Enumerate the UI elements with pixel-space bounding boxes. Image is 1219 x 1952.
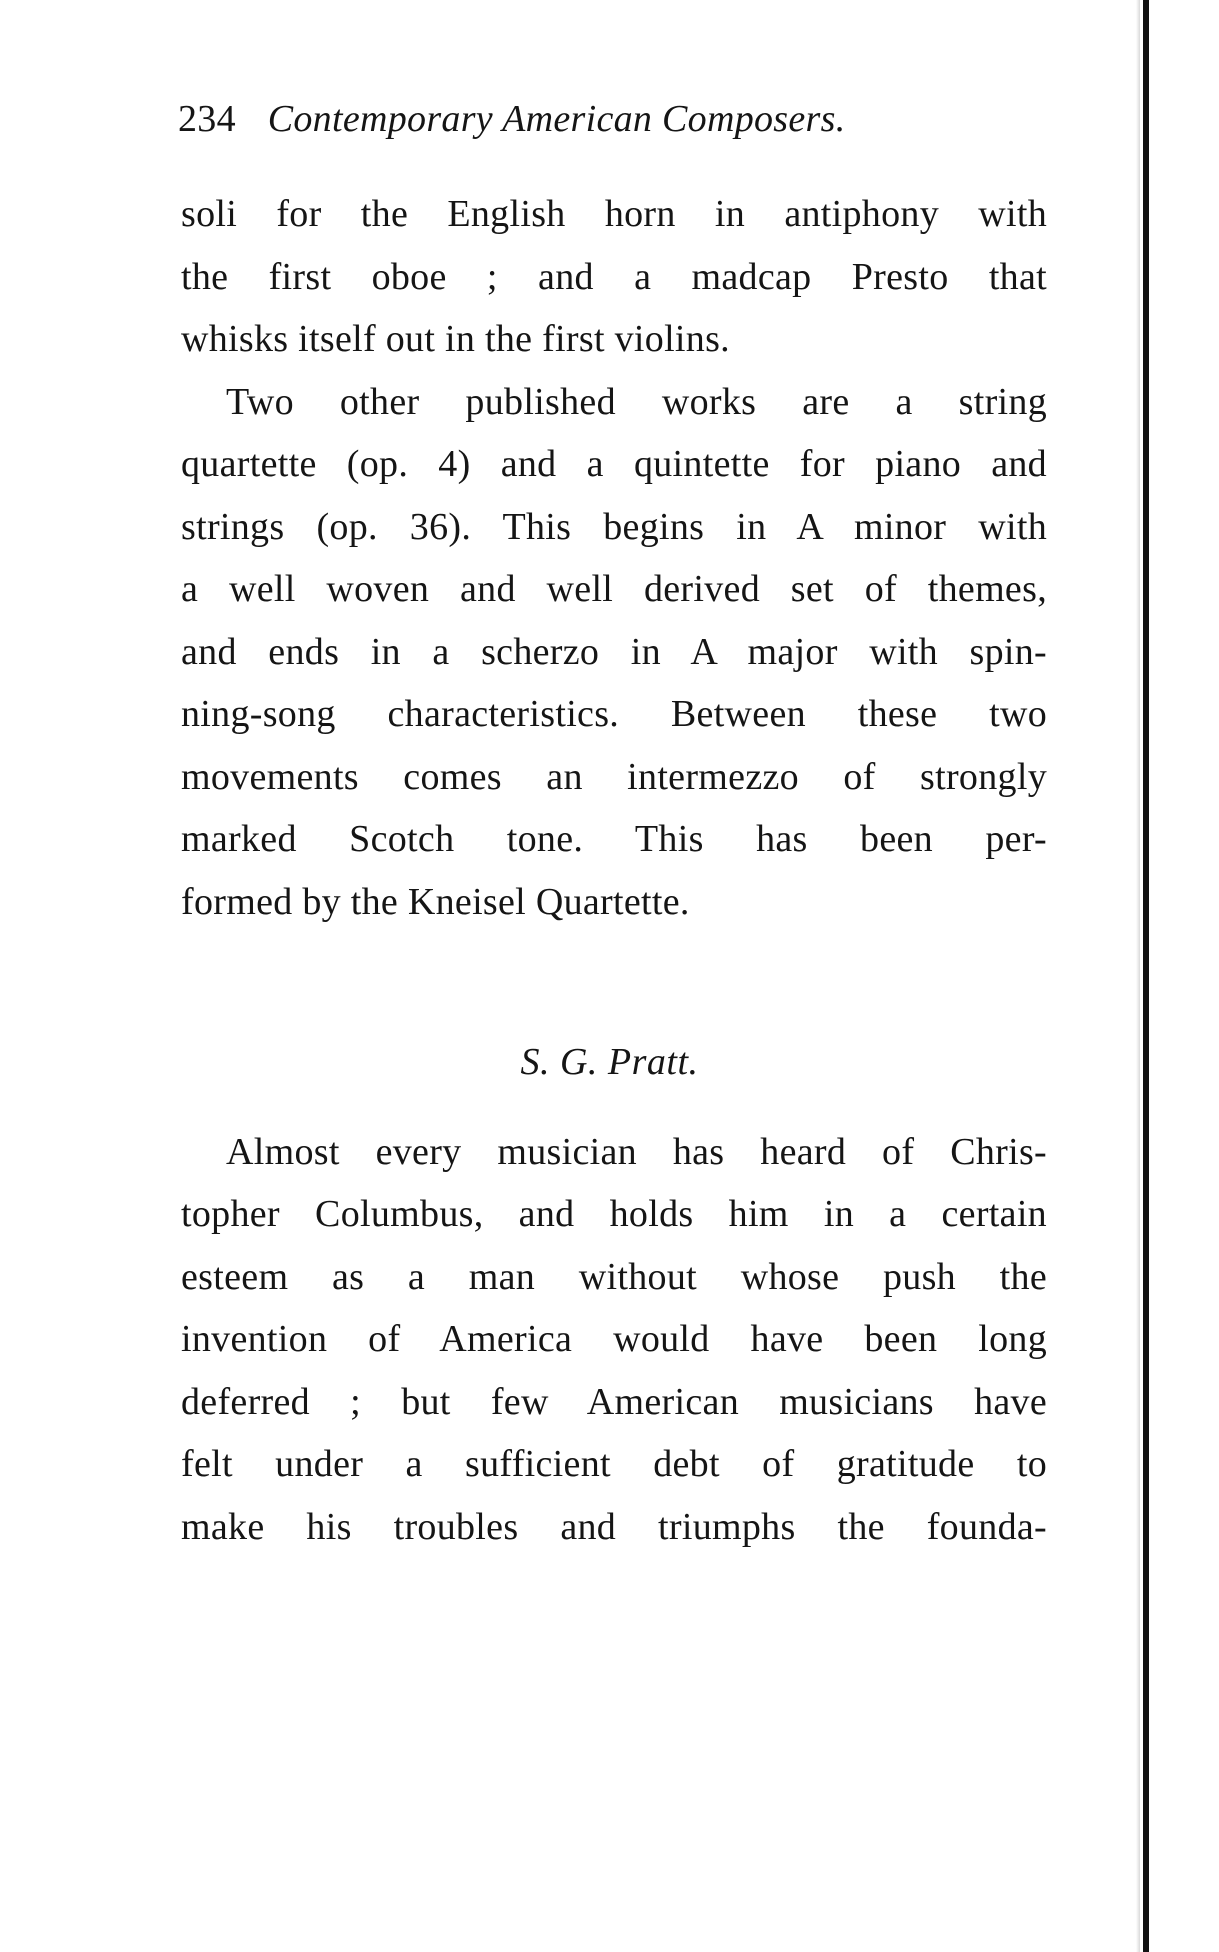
running-header xyxy=(178,95,846,143)
text-line: esteem as a man without whose push the xyxy=(181,1256,1047,1298)
text-line: make his troubles and triumphs the founda- xyxy=(181,1506,1047,1548)
text-line: ning-song characteristics. Between these two xyxy=(181,693,1047,735)
page-number: 234 xyxy=(178,98,236,140)
text-line: Two other published works are a string xyxy=(226,381,1047,423)
text-line: whisks itself out in the first violins. xyxy=(181,318,730,360)
text-line: deferred ; but few American musicians have xyxy=(181,1381,1047,1423)
text-line: Almost every musician has heard of Chris- xyxy=(226,1131,1047,1173)
page-edge-shadow xyxy=(1136,0,1140,1952)
text-line: marked Scotch tone. This has been per- xyxy=(181,818,1047,860)
text-line: and ends in a scherzo in A major with spin- xyxy=(181,631,1047,673)
text-line: strings (op. 36). This begins in A minor with xyxy=(181,506,1047,548)
text-line: a well woven and well derived set of themes, xyxy=(181,568,1047,610)
page-edge xyxy=(1143,0,1149,1952)
text-line: soli for the English horn in antiphony with xyxy=(181,193,1047,235)
text-line: the first oboe ; and a madcap Presto that xyxy=(181,256,1047,298)
running-title: Contemporary American Composers. xyxy=(267,98,846,140)
text-line: invention of America would have been long xyxy=(181,1318,1047,1360)
text-line: movements comes an intermezzo of strongly xyxy=(181,756,1047,798)
text-line: formed by the Kneisel Quartette. xyxy=(181,881,690,923)
text-line: topher Columbus, and holds him in a certain xyxy=(181,1193,1047,1235)
text-line: quartette (op. 4) and a quintette for piano and xyxy=(181,443,1047,485)
text-line: felt under a sufficient debt of gratitude to xyxy=(181,1443,1047,1485)
section-heading: S. G. Pratt. xyxy=(520,1041,699,1083)
